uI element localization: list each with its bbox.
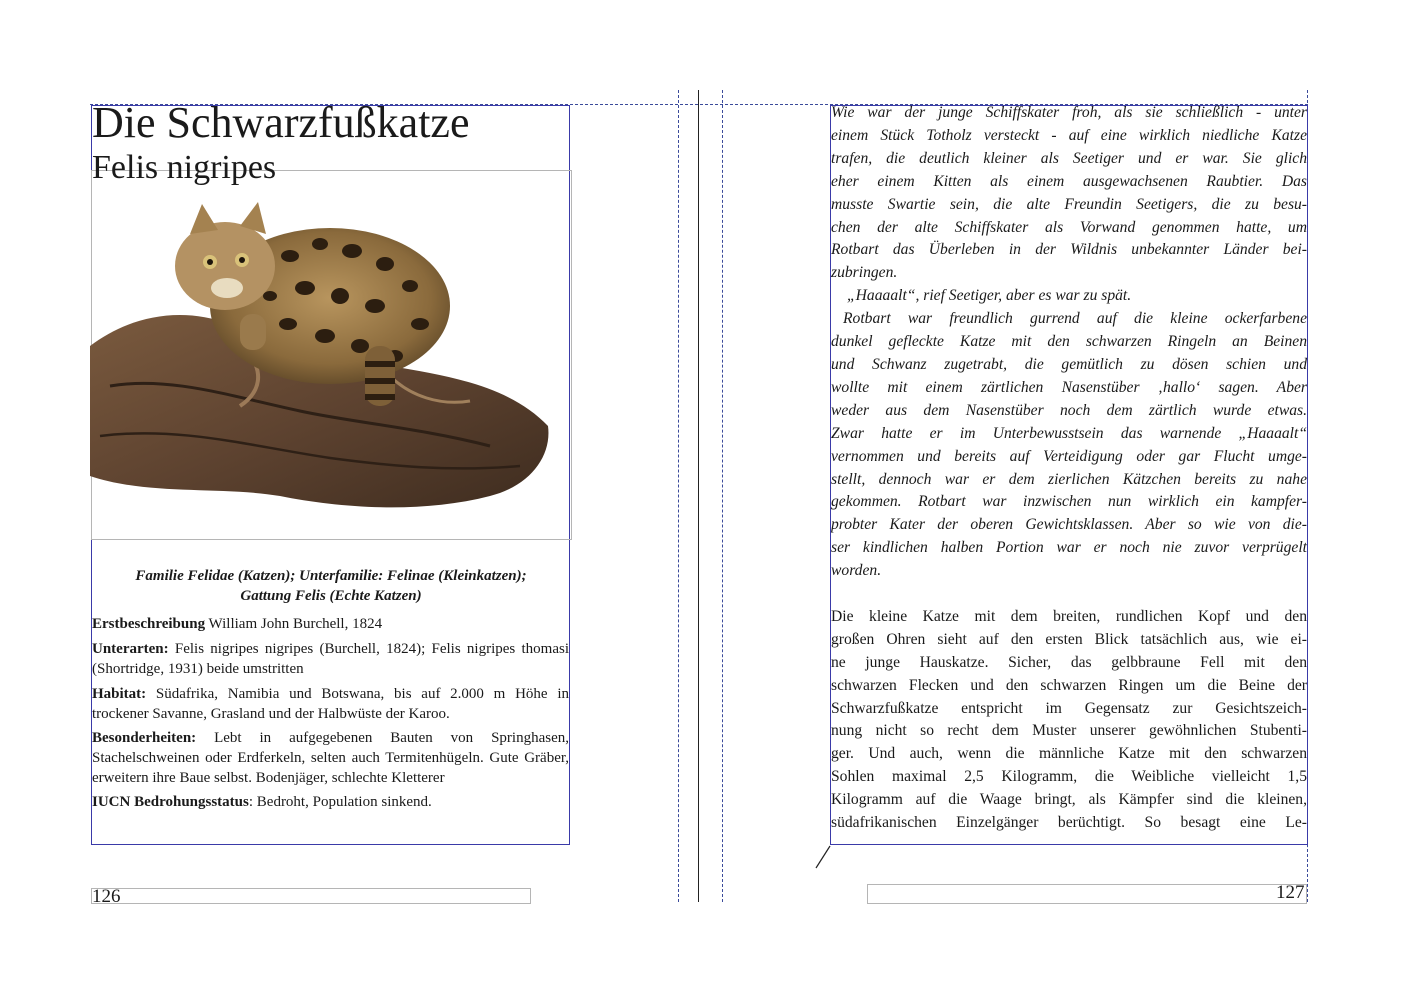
right-footer-frame[interactable] (867, 884, 1307, 904)
story-line: dunkel gefleckte Katze mit den schwarzen Ringeln an Beinen (831, 333, 1307, 351)
info-line: Sohlen maximal 2,5 Kilogramm, die Weibliche vielleicht 1,5 (831, 768, 1307, 786)
info-line: ger. Und auch, wenn die männliche Katze mit den schwarzen (831, 745, 1307, 763)
fact-label: Erstbeschreibung (92, 616, 206, 632)
taxonomy-heading (92, 566, 570, 606)
story-line: trafen, die deutlich kleiner als Seetiger und er war. Sie glich (831, 149, 1307, 167)
page-subtitle: Felis nigripes (92, 149, 277, 186)
fact-special-features (92, 728, 569, 788)
taxonomy-line-2: Gattung Felis (Echte Katzen) (240, 588, 422, 604)
fact-first-description (92, 614, 569, 634)
info-line: nung nicht so recht dem Muster unserer gewöhnlichen Stubenti- (831, 722, 1307, 740)
story-line: eher einem Kitten als einem ausgewachsenen Raubtier. Das (831, 172, 1307, 190)
story-line: vernommen und bereits auf Verteidigung oder gar Flucht umge- (831, 447, 1307, 465)
page-number-right: 127 (1276, 882, 1305, 903)
info-line: Schwarzfußkatze entspricht im Gegensatz zur Gesichtszeich- (831, 699, 1307, 717)
right-page-fold-guide (722, 90, 723, 902)
story-line: Rotbart das Überleben in der Wildnis unbekannter Länder bei- (831, 241, 1307, 259)
paragraph-gap (831, 583, 1307, 606)
story-line: musste Swartie sein, die alte Freundin Seetigers, die zu besu- (831, 195, 1307, 213)
fact-label: Unterarten: (92, 641, 169, 657)
story-line: Wie war der junge Schiffskater froh, als sie schließlich - unter (831, 104, 1307, 121)
fact-text: : Bedroht, Population sinkend. (248, 794, 432, 810)
story-line: gekommen. Rotbart war inzwischen nun wirklich ein kampfer- (831, 493, 1307, 511)
story-line: worden. (831, 562, 882, 580)
info-line: schwarzen Flecken und den schwarzen Ringen um die Beine der (831, 676, 1307, 694)
fact-text: William John Burchell, 1824 (205, 616, 383, 632)
story-line: Rotbart war freundlich gurrend auf die kleine ockerfarbene (843, 310, 1307, 328)
info-line: ne junge Hauskatze. Sicher, das gelbbraune Fell mit den (831, 653, 1307, 671)
page-number-left: 126 (92, 886, 121, 907)
story-line: wollte mit einem zärtlichen Nasenstüber ‚hallo‘ sagen. Aber (831, 378, 1307, 396)
info-line: großen Ohren sieht auf den ersten Blick tatsächlich aus, wie ei- (831, 630, 1307, 648)
left-footer-frame[interactable] (91, 888, 531, 904)
story-text-column (831, 102, 1307, 835)
story-line: weder aus dem Nasenstüber noch dem zärtlich wurde etwas. (831, 401, 1307, 419)
fact-label: Habitat: (92, 686, 147, 702)
spine-line-left (698, 90, 699, 902)
story-line: und Schwanz zugetrabt, die gemütlich zu dösen schien und (831, 355, 1307, 373)
story-line: ser kindlichen halben Portion war er noch nie zuvor verprügelt (831, 539, 1307, 557)
info-line: südafrikanischen Einzelgänger berüchtigt. So besagt eine Le- (831, 814, 1307, 832)
fact-subspecies (92, 639, 569, 679)
story-line: chen der alte Schiffskater als Vorwand genommen hatte, um (831, 218, 1307, 236)
story-quote-line: „Haaaalt“, rief Seetiger, aber es war zu spät. (847, 287, 1132, 305)
fact-label: IUCN Bedrohungsstatus (92, 794, 249, 810)
fact-iucn-status (92, 792, 569, 812)
story-line: stellt, dennoch war er dem zierlichen Kätzchen bereits zu nahe (831, 470, 1307, 488)
fact-text: Lebt in aufgegebenen Bauten von Springhasen, Stachelschweinen oder Erdferkeln, selten auch Termitenhügeln. Gute Gräber, erweitern ihre Baue selbst. Bodenjäger, schlechte Kletterer (92, 730, 569, 786)
story-line: probter Kater der oberen Gewichtsklassen. Aber so wie von die- (831, 516, 1307, 534)
fact-text: Südafrika, Namibia und Botswana, bis auf 2.000 m Höhe in trockener Savanne, Grasland und der Halbwüste der Karoo. (92, 686, 569, 722)
page-title: Die Schwarzfußkatze (92, 98, 470, 147)
fact-label: Besonderheiten: (92, 730, 197, 746)
info-line: Kilogramm auf die Waage bringt, als Kämpfer sind die kleinen, (831, 791, 1307, 809)
black-footed-cat-photo (90, 196, 552, 514)
fact-text: Felis nigripes nigripes (Burchell, 1824); Felis nigripes thomasi (Shortridge, 1931) beide umstritten (92, 641, 569, 677)
taxonomy-line-1: Familie Felidae (Katzen); Unterfamilie: Felinae (Kleinkatzen); (135, 568, 527, 584)
story-line: Zwar hatte er im Unterbewusstsein das warnende „Haaaalt“ (831, 424, 1307, 442)
story-line: einem Stück Totholz versteckt - auf eine wirklich niedliche Katze (831, 126, 1307, 144)
text-link-arrow-icon (812, 842, 834, 872)
story-line: zubringen. (831, 264, 898, 282)
info-line: Die kleine Katze mit dem breiten, rundlichen Kopf und den (831, 607, 1307, 625)
left-page-fold-guide (678, 90, 679, 902)
fact-habitat (92, 684, 569, 724)
